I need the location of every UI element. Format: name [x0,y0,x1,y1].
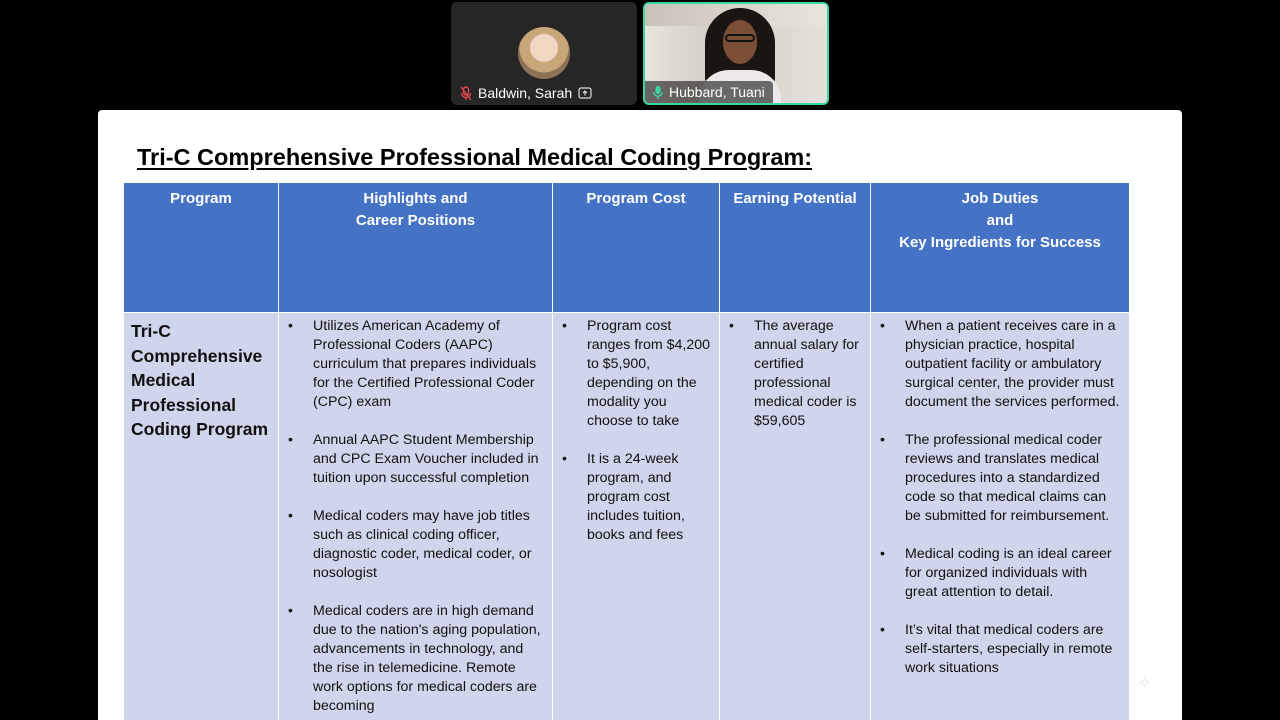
cell-program-name: Tri-C Comprehensive Medical Professional Coding Program [124,313,279,720]
list-item: • Annual AAPC Student Membership and CPC Exam Voucher included in tuition upon successful completion [285,431,546,488]
header-highlights: Highlights and Career Positions [279,183,553,313]
list-item: • When a patient receives care in a physician practice, hospital outpatient facility or ambulatory surgical center, the provider must document the services performed. [877,317,1123,412]
participant-tile-hubbard[interactable] [643,2,829,105]
header-cost: Program Cost [553,183,720,313]
participant-name: Hubbard, Tuani [669,84,765,100]
cell-highlights [279,313,553,720]
list-item: • Medical coders may have job titles such as clinical coding officer, diagnostic coder, medical coder, or nosologist [285,507,546,583]
cell-cost [553,313,720,720]
shared-slide [98,110,1182,720]
participant-name-bar [645,81,773,103]
list-item: • The professional medical coder reviews and translates medical procedures into a standardized code so that medical claims can be submitted for reimbursement. [877,431,1123,526]
header-duties: Job Duties and Key Ingredients for Success [871,183,1130,313]
header-earning: Earning Potential [720,183,871,313]
participant-tile-baldwin[interactable] [451,2,637,105]
cell-duties [871,313,1130,720]
list-item: • It is a 24-week program, and program cost includes tuition, books and fees [559,450,713,545]
microphone-active-icon [653,85,663,100]
list-item: • Program cost ranges from $4,200 to $5,900, depending on the modality you choose to take [559,317,713,431]
participant-name-bar [452,82,600,104]
participant-name: Baldwin, Sarah [478,85,573,101]
cell-earning [720,313,871,720]
program-table [123,182,1130,720]
list-item: • It’s vital that medical coders are self-starters, especially in remote work situations [877,621,1123,678]
header-program: Program [124,183,279,313]
slide-title: Tri-C Comprehensive Professional Medical Coding Program: [137,144,813,170]
share-screen-icon [578,87,592,99]
microphone-muted-icon [460,86,472,101]
list-item: • Medical coders are in high demand due to the nation's aging population, advancements in technology, and the rise in telemedicine. Remote work options for medical coders are becoming [285,602,546,716]
participant-avatar [518,27,570,79]
list-item: • The average annual salary for certified professional medical coder is $59,605 [726,317,864,431]
list-item: • Utilizes American Academy of Professional Coders (AAPC) curriculum that prepares individuals for the Certified Professional Coder (CPC) exam [285,317,546,412]
list-item: • Medical coding is an ideal career for organized individuals with great attention to detail. [877,545,1123,602]
table-header-row [124,183,1130,313]
table-row [124,313,1130,720]
decorative-sparkle-icon: ✧ [1136,673,1152,693]
